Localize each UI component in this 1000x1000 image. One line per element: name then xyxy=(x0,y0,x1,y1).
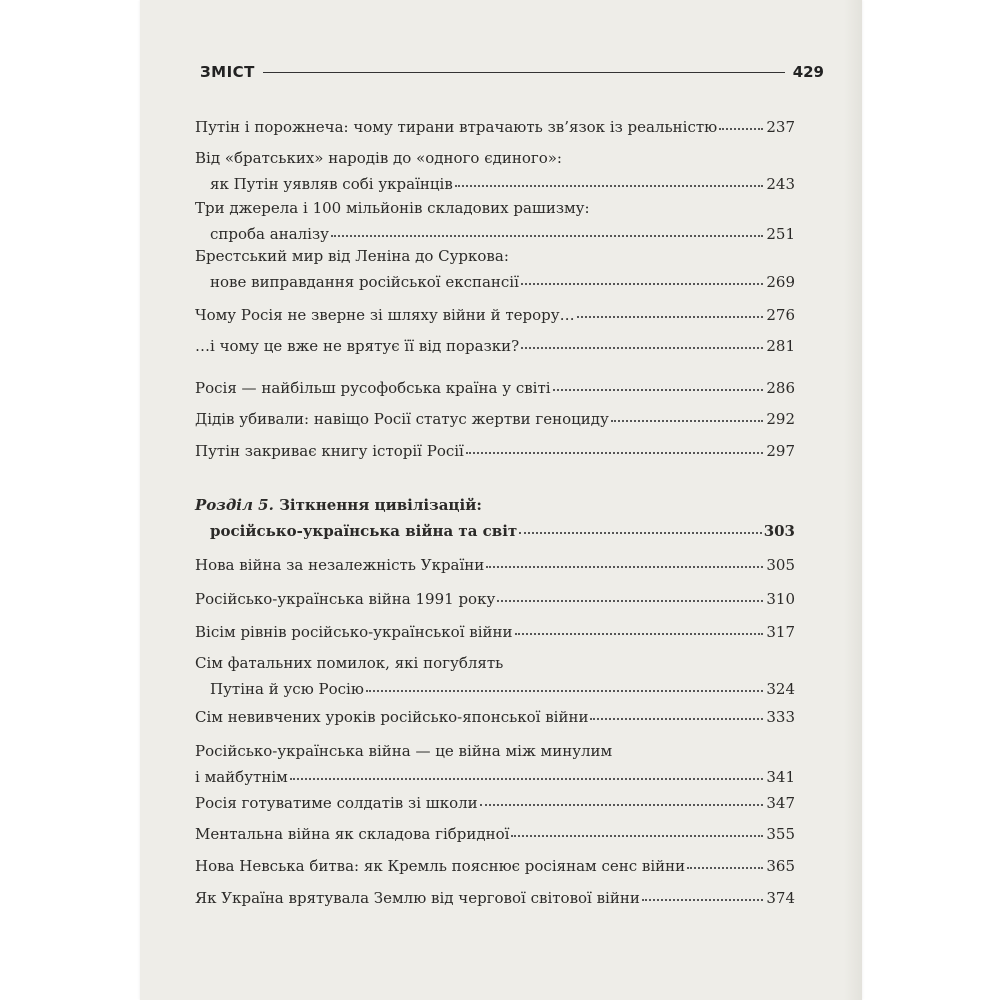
dot-leader xyxy=(521,337,763,349)
toc-entry-title: Нова Невська битва: як Кремль пояснює росіянам сенс війни xyxy=(195,857,686,875)
toc-entry xyxy=(195,333,795,359)
dot-leader xyxy=(366,680,763,692)
toc-entry-title: Російсько-українська війна — це війна між минулим xyxy=(195,742,613,760)
dot-leader xyxy=(486,556,763,568)
dot-leader xyxy=(577,306,763,318)
toc-entry-title-cont: спроба аналізу xyxy=(210,225,329,243)
toc-entry xyxy=(195,853,795,879)
header-rule xyxy=(263,72,785,73)
toc-entry-page: 251 xyxy=(766,225,795,243)
running-header xyxy=(200,60,824,84)
toc-entry-page: 365 xyxy=(766,857,795,875)
toc-entry xyxy=(195,114,795,140)
toc-entry-title: Дідів убивали: навіщо Росії статус жертви геноциду xyxy=(195,410,609,428)
toc-entry-title: Три джерела і 100 мільйонів складових рашизму: xyxy=(195,199,590,217)
chapter-title-line2: російсько-українська війна та світ xyxy=(210,522,518,540)
toc-entry xyxy=(195,195,795,247)
dot-leader xyxy=(553,379,763,391)
dot-leader xyxy=(331,225,763,237)
toc-entry-title: Від «братських» народів до «одного єдиного»: xyxy=(195,149,562,167)
toc-entry-title: Путін і порожнеча: чому тирани втрачають зв’язок із реальністю xyxy=(195,118,718,136)
toc-entry-title: Росія готуватиме солдатів зі школи xyxy=(195,794,478,812)
dot-leader xyxy=(455,175,763,187)
toc-entry-title: Путін закриває книгу історії Росії xyxy=(195,442,464,460)
toc-entry-title: Брестський мир від Леніна до Суркова: xyxy=(195,247,509,265)
chapter-title-line1: Зіткнення цивілізацій: xyxy=(279,496,482,514)
toc-entry-title: Сім фатальних помилок, які погублять xyxy=(195,654,504,672)
toc-entry-title: Ментальна війна як складова гібридної xyxy=(195,825,510,843)
toc-entry xyxy=(195,302,795,328)
header-title: ЗМІСТ xyxy=(200,63,255,81)
dot-leader xyxy=(521,273,763,285)
toc-entry-title: Чому Росія не зверне зі шляху війни й терору… xyxy=(195,306,575,324)
dot-leader xyxy=(480,794,763,806)
toc-entry-page: 243 xyxy=(766,175,795,193)
dot-leader xyxy=(519,522,762,534)
dot-leader xyxy=(687,857,763,869)
header-page-number: 429 xyxy=(792,63,824,81)
toc-entry-title: Нова війна за незалежність України xyxy=(195,556,485,574)
toc-entry-title: Вісім рівнів російсько-української війни xyxy=(195,623,513,641)
toc-entry-page: 292 xyxy=(766,410,795,428)
toc-entry-title-cont: Путіна й усю Росію xyxy=(210,680,364,698)
dot-leader xyxy=(611,410,763,422)
toc-entry-page: 333 xyxy=(766,708,795,726)
toc-entry-page: 281 xyxy=(766,337,795,355)
page-gutter-shadow xyxy=(844,0,862,1000)
toc-entry xyxy=(195,145,795,197)
toc-entry-title: Як Україна врятувала Землю від чергової світової війни xyxy=(195,889,640,907)
dot-leader xyxy=(497,590,763,602)
toc-entry xyxy=(195,619,795,645)
toc-entry-title-cont: нове виправдання російської експансії xyxy=(210,273,519,291)
dot-leader xyxy=(515,623,764,635)
toc-entry xyxy=(195,885,795,911)
toc-entry-title-cont: як Путін уявляв собі українців xyxy=(210,175,453,193)
toc-entry-title: Росія — найбільш русофобська країна у світі xyxy=(195,379,551,397)
toc-entry xyxy=(195,243,795,295)
toc-entry-page: 297 xyxy=(766,442,795,460)
toc-entry xyxy=(195,552,795,578)
toc-entry-page: 317 xyxy=(766,623,795,641)
dot-leader xyxy=(642,889,763,901)
chapter-heading xyxy=(195,492,795,544)
toc-entry xyxy=(195,406,795,432)
toc-entry-page: 276 xyxy=(766,306,795,324)
toc-entry-page: 355 xyxy=(766,825,795,843)
toc-entry-page: 324 xyxy=(766,680,795,698)
toc-entry xyxy=(195,790,795,816)
toc-entry-page: 237 xyxy=(766,118,795,136)
toc-entry xyxy=(195,650,795,702)
toc-entry-page: 347 xyxy=(766,794,795,812)
toc-entry xyxy=(195,438,795,464)
toc-entry-title: Сім невивчених уроків російсько-японської війни xyxy=(195,708,589,726)
toc-entry xyxy=(195,375,795,401)
toc-entry-title: …і чому це вже не врятує її від поразки? xyxy=(195,337,520,355)
dot-leader xyxy=(590,708,763,720)
toc-entry-page: 374 xyxy=(766,889,795,907)
chapter-label: Розділ 5. xyxy=(195,496,274,514)
chapter-page: 303 xyxy=(763,522,795,540)
toc-entry-page: 286 xyxy=(766,379,795,397)
book-page xyxy=(140,0,862,1000)
toc-entry-title: Російсько-українська війна 1991 року xyxy=(195,590,496,608)
toc-entry-page: 305 xyxy=(766,556,795,574)
toc-entry-page: 269 xyxy=(766,273,795,291)
dot-leader xyxy=(511,825,763,837)
dot-leader xyxy=(719,118,763,130)
toc-entry xyxy=(195,586,795,612)
toc-entry xyxy=(195,738,795,790)
toc-entry-page: 310 xyxy=(766,590,795,608)
dot-leader xyxy=(290,768,763,780)
toc-entry xyxy=(195,704,795,730)
toc-entry-page: 341 xyxy=(766,768,795,786)
toc-entry xyxy=(195,821,795,847)
dot-leader xyxy=(466,442,763,454)
toc-entry-title-cont: і майбутнім xyxy=(195,768,288,786)
